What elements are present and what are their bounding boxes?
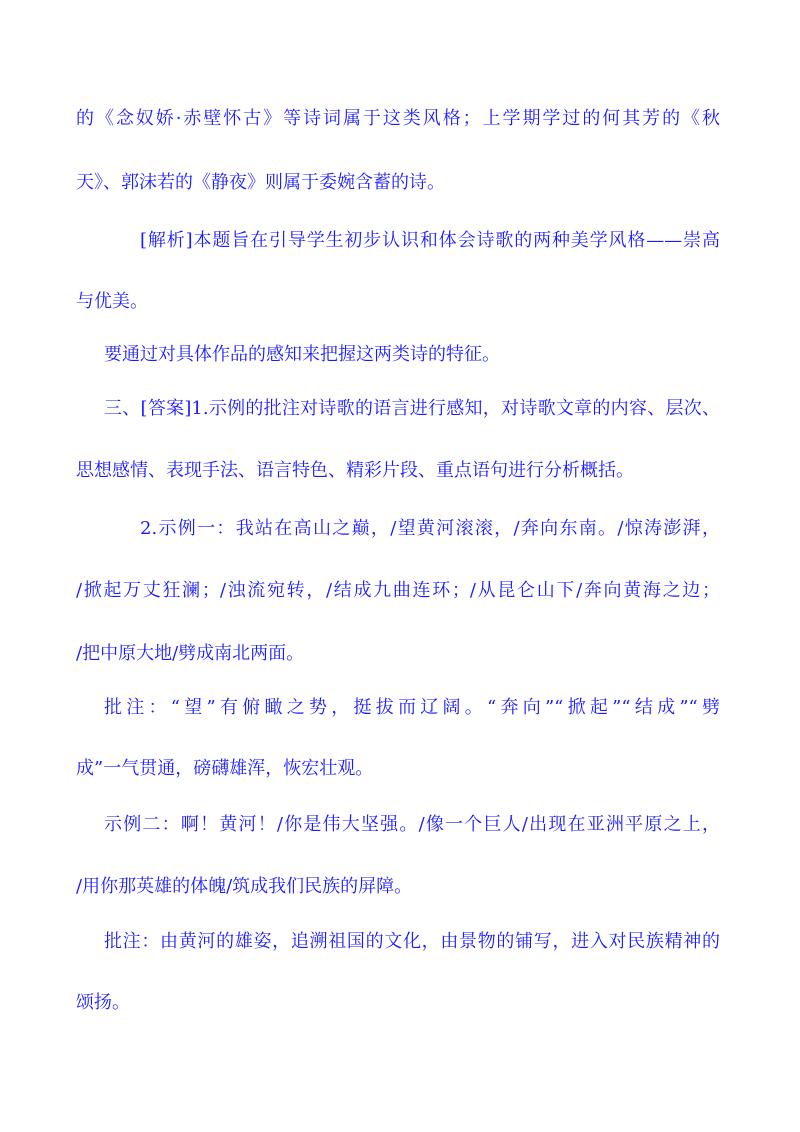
annotation-2-line-2: 颂扬。	[76, 992, 130, 1013]
example-2-line-1: 示例二：啊！黄河！/你是伟大坚强。/像一个巨人/出现在亚洲平原之上，	[104, 814, 720, 835]
example-1-line-1: 2.示例一：我站在高山之巅，/望黄河滚滚，/奔向东南。/惊涛澎湃，	[140, 518, 720, 539]
annotation-2-line-1: 批注：由黄河的雄姿，追溯祖国的文化，由景物的铺写，进入对民族精神的	[104, 931, 720, 952]
example-2-line-2: /用你那英雄的体魄/筑成我们民族的屏障。	[76, 876, 413, 897]
analysis-line-3: 要通过对具体作品的感知来把握这两类诗的特征。	[104, 344, 500, 365]
analysis-line-1: [解析]本题旨在引导学生初步认识和体会诗歌的两种美学风格——崇高	[140, 230, 720, 251]
analysis-line-2: 与优美。	[76, 291, 148, 312]
annotation-1-line-2: 成”一气贯通，磅礴雄浑，恢宏壮观。	[76, 758, 374, 779]
answer-line-2: 思想感情、表现手法、语言特色、精彩片段、重点语句进行分析概括。	[76, 460, 634, 481]
text-line-1: 的《念奴娇·赤壁怀古》等诗词属于这类风格；上学期学过的何其芳的《秋	[76, 108, 720, 129]
annotation-1-line-1: 批注：“望”有俯瞰之势，挺拔而辽阔。“奔向”“掀起”“结成”“劈	[104, 697, 720, 718]
text-line-2: 天》、郭沫若的《静夜》则属于委婉含蓄的诗。	[76, 172, 445, 193]
answer-line-1: 三、[答案]1.示例的批注对诗歌的语言进行感知，对诗歌文章的内容、层次、	[104, 398, 720, 419]
example-1-line-3: /把中原大地/劈成南北两面。	[76, 643, 305, 664]
example-1-line-2: /掀起万丈狂澜；/浊流宛转，/结成九曲连环；/从昆仑山下/奔向黄海之边；	[76, 580, 720, 601]
